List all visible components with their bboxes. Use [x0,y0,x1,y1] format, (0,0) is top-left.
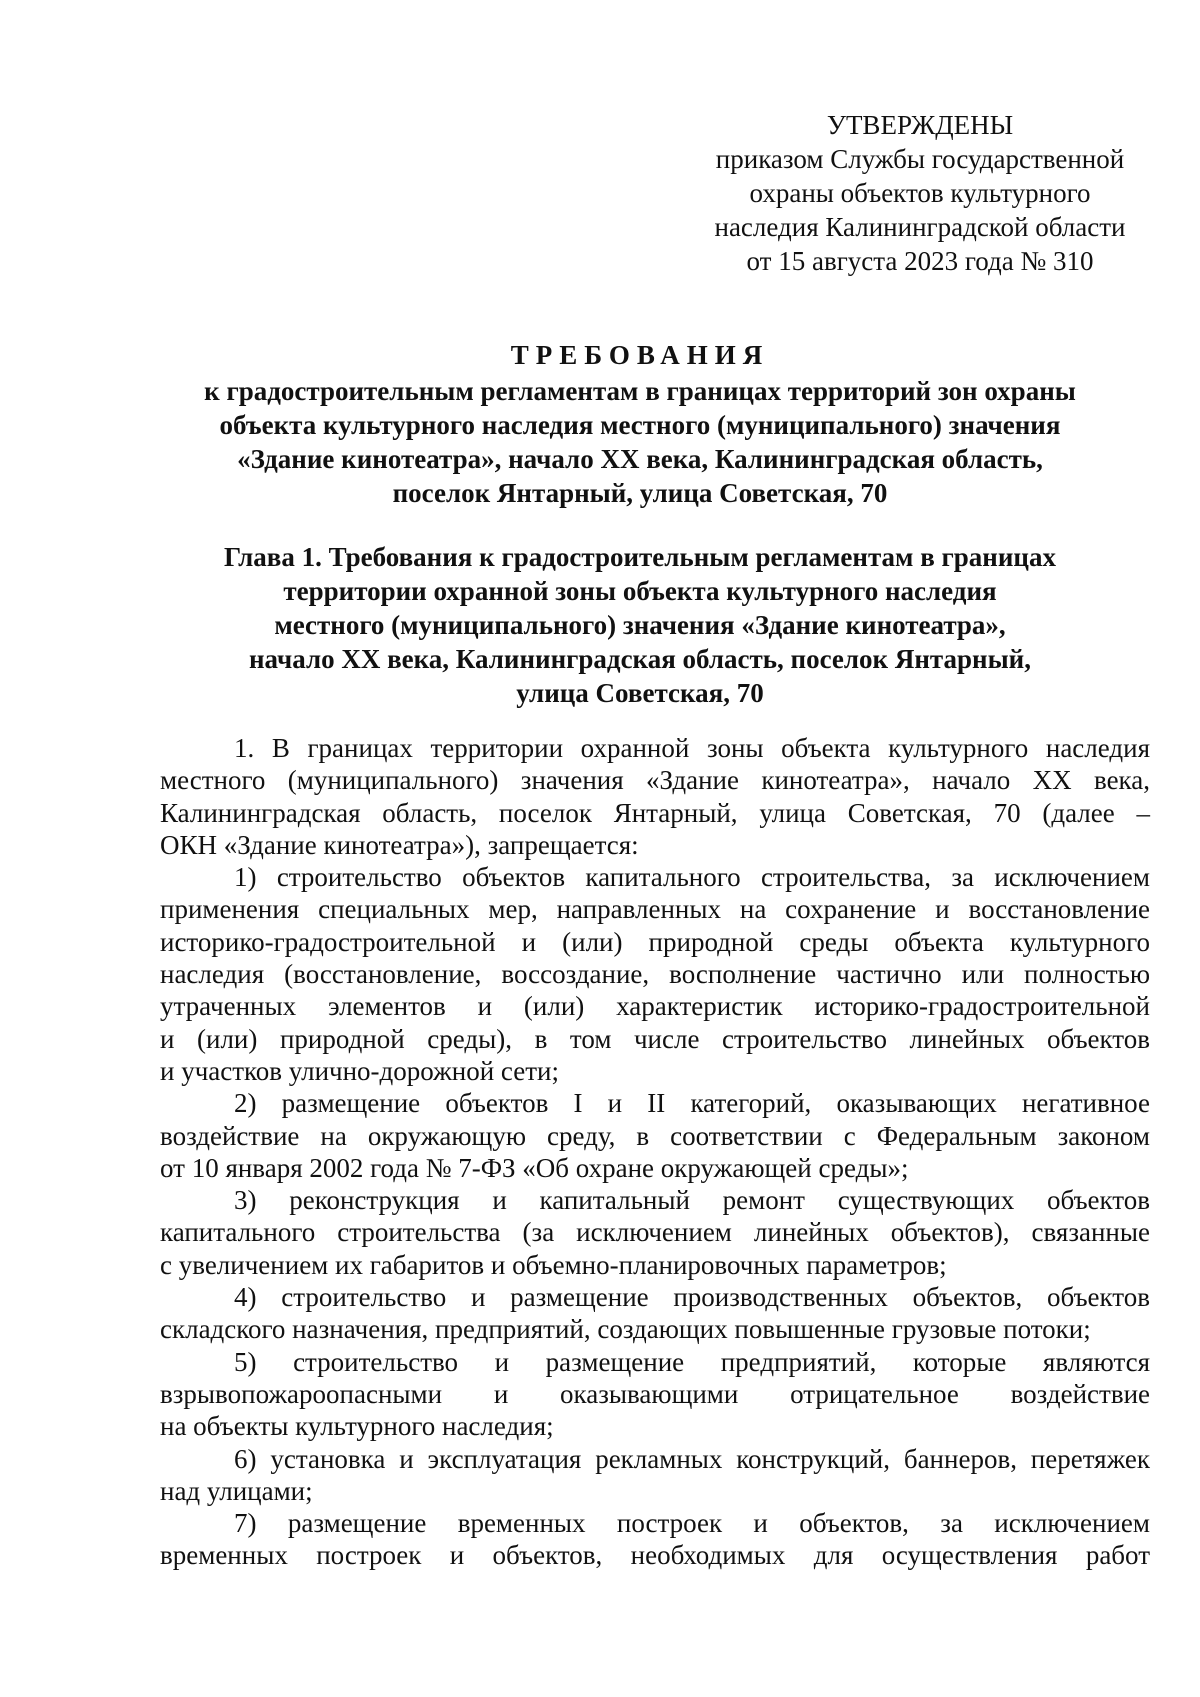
paragraph-line: 4) строительство и размещение производственных объектов, объектов [234,1282,1150,1313]
chapter-line: Глава 1. Требования к градостроительным регламентам в границах [224,542,1056,572]
paragraph-line: воздействие на окружающую среду, в соответствии с Федеральным законом [160,1120,1150,1151]
paragraph-line: складского назначения, предприятий, создающих повышенные грузовые потоки; [160,1314,1091,1345]
paragraph-line: на объекты культурного наследия; [160,1411,554,1442]
paragraph-line: историко-градостроительной и (или) природной среды объекта культурного [160,926,1150,957]
approval-line: от 15 августа 2023 года № 310 [746,246,1094,276]
paragraph-line: капитального строительства (за исключением линейных объектов), связанные [160,1217,1150,1248]
title-heading: ТРЕБОВАНИЯ [510,340,770,370]
chapter-line: местного (муниципального) значения «Здание кинотеатра», [274,610,1006,640]
chapter-heading [150,540,1130,710]
chapter-line: территории охранной зоны объекта культурного наследия [283,576,997,606]
paragraph-line: 5) строительство и размещение предприятий, которые являются [234,1346,1150,1377]
approval-line: УТВЕРЖДЕНЫ [826,110,1014,140]
title-line: объекта культурного наследия местного (муниципального) значения [219,410,1061,440]
paragraph-line: утраченных элементов и (или) характеристик историко-градостроительной [160,991,1150,1022]
paragraph-line: ОКН «Здание кинотеатра»), запрещается: [160,829,639,860]
approval-line: приказом Службы государственной [715,144,1125,174]
paragraph-line: Калининградская область, поселок Янтарный, улица Советская, 70 (далее – [160,797,1150,828]
paragraph-line: 1. В границах территории охранной зоны объекта культурного наследия [234,733,1150,763]
document-title [150,338,1130,510]
paragraph-line: и участков улично-дорожной сети; [160,1055,559,1086]
body-text [160,732,1150,1572]
paragraph-line: над улицами; [160,1475,313,1506]
paragraph-line: наследия (восстановление, воссоздание, восполнение частично или полностью [160,959,1150,990]
title-line: «Здание кинотеатра», начало XX века, Калининградская область, [237,444,1043,474]
paragraph-line: и (или) природной среды), в том числе строительство линейных объектов [160,1023,1150,1054]
approval-line: наследия Калининградской области [714,212,1126,242]
title-line: поселок Янтарный, улица Советская, 70 [392,478,888,508]
paragraph-line: местного (муниципального) значения «Здание кинотеатра», начало XX века, [160,765,1150,796]
paragraph-line: применения специальных мер, направленных на сохранение и восстановление [160,894,1150,925]
approval-block [690,108,1150,278]
chapter-line: улица Советская, 70 [516,678,764,708]
paragraph-line: 2) размещение объектов I и II категорий, оказывающих негативное [234,1088,1150,1119]
paragraph-line: временных построек и объектов, необходимых для осуществления работ [160,1540,1150,1571]
paragraph-line: от 10 января 2002 года № 7-ФЗ «Об охране окружающей среды»; [160,1152,909,1183]
paragraph-line: 7) размещение временных построек и объектов, за исключением [234,1508,1150,1539]
approval-line: охраны объектов культурного [749,178,1091,208]
chapter-line: начало XX века, Калининградская область, поселок Янтарный, [249,644,1031,674]
paragraph-line: с увеличением их габаритов и объемно-планировочных параметров; [160,1249,947,1280]
title-line: к градостроительным регламентам в границах территорий зон охраны [204,376,1076,406]
paragraph-line: 1) строительство объектов капитального строительства, за исключением [234,862,1150,893]
paragraph-line: взрывопожароопасными и оказывающими отрицательное воздействие [160,1378,1150,1409]
paragraph-line: 6) установка и эксплуатация рекламных конструкций, баннеров, перетяжек [234,1443,1150,1474]
paragraph-line: 3) реконструкция и капитальный ремонт существующих объектов [234,1185,1150,1216]
